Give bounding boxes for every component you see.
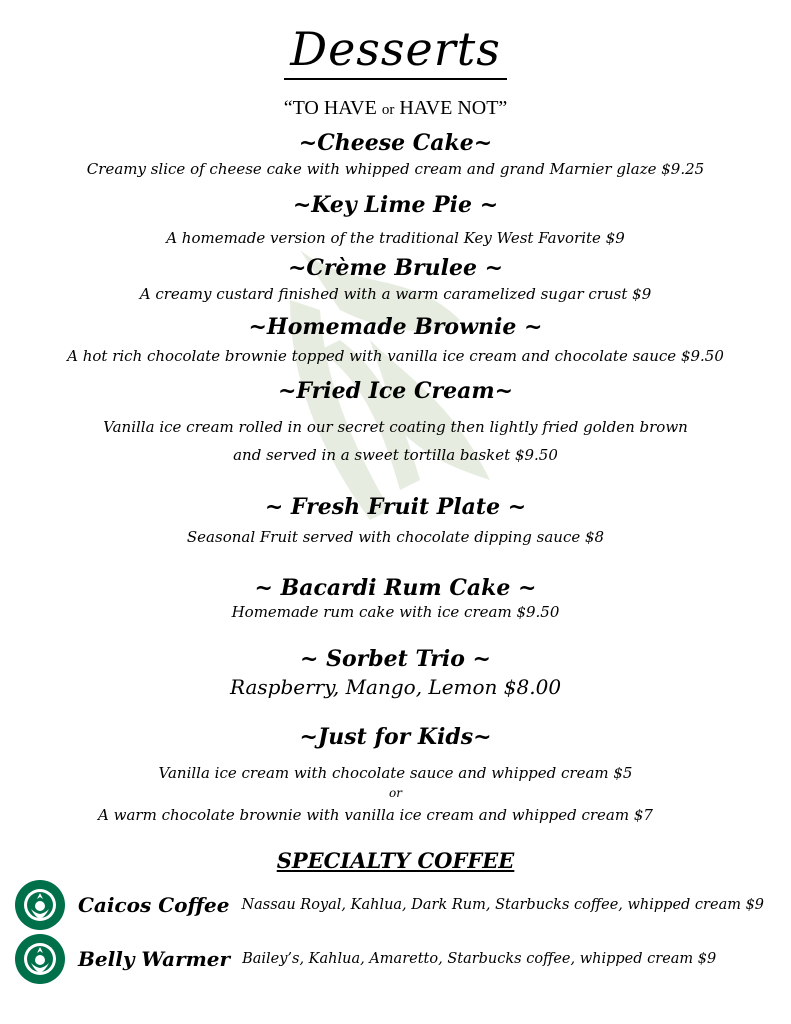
starbucks-logo-icon <box>14 933 66 985</box>
kids-heading: ~Just for Kids~ <box>299 724 492 750</box>
dessert-description: A creamy custard finished with a warm caramelized sugar crust $9 <box>139 285 652 303</box>
coffee-item <box>14 880 764 930</box>
dessert-name: ~Homemade Brownie ~ <box>248 314 543 340</box>
coffee-item <box>14 934 716 984</box>
dessert-description: Seasonal Fruit served with chocolate dipping sauce $8 <box>186 528 605 546</box>
dessert-name: ~ Sorbet Trio ~ <box>300 646 491 672</box>
dessert-description: Homemade rum cake with ice cream $9.50 <box>231 603 560 621</box>
coffee-name: Caicos Coffee <box>78 893 230 917</box>
dessert-name: ~Crème Brulee ~ <box>287 255 504 281</box>
dessert-description-line2: and served in a sweet tortilla basket $9.50 <box>233 446 558 464</box>
dessert-name: ~ Bacardi Rum Cake ~ <box>254 575 537 601</box>
kids-item: A warm chocolate brownie with vanilla ice cream and whipped cream $7 <box>98 806 653 824</box>
dessert-description: Raspberry, Mango, Lemon $8.00 <box>229 675 562 699</box>
dessert-description: A homemade version of the traditional Key West Favorite $9 <box>166 229 625 247</box>
dessert-description: Creamy slice of cheese cake with whipped cream and grand Marnier glaze $9.25 <box>86 160 705 178</box>
dessert-description: A hot rich chocolate brownie topped with vanilla ice cream and chocolate sauce $9.50 <box>67 347 724 365</box>
starbucks-logo-icon <box>14 879 66 931</box>
kids-item: Vanilla ice cream with chocolate sauce and whipped cream $5 <box>158 764 633 782</box>
dessert-description: Vanilla ice cream rolled in our secret coating then lightly fried golden brown <box>103 418 688 436</box>
coffee-description: Bailey’s, Kahlua, Amaretto, Starbucks coffee, whipped cream $9 <box>242 951 717 967</box>
dessert-name: ~Cheese Cake~ <box>298 130 493 156</box>
coffee-description: Nassau Royal, Kahlua, Dark Rum, Starbucks coffee, whipped cream $9 <box>241 897 765 913</box>
page-subtitle: “TO HAVE or HAVE NOT” <box>283 97 508 119</box>
dessert-name: ~Key Lime Pie ~ <box>292 192 499 218</box>
specialty-heading: SPECIALTY COFFEE <box>276 848 515 873</box>
page-title: Desserts <box>0 22 791 76</box>
coffee-name: Belly Warmer <box>78 947 231 971</box>
kids-or: or <box>389 786 402 800</box>
dessert-name: ~Fried Ice Cream~ <box>277 378 514 404</box>
dessert-name: ~ Fresh Fruit Plate ~ <box>264 494 527 520</box>
